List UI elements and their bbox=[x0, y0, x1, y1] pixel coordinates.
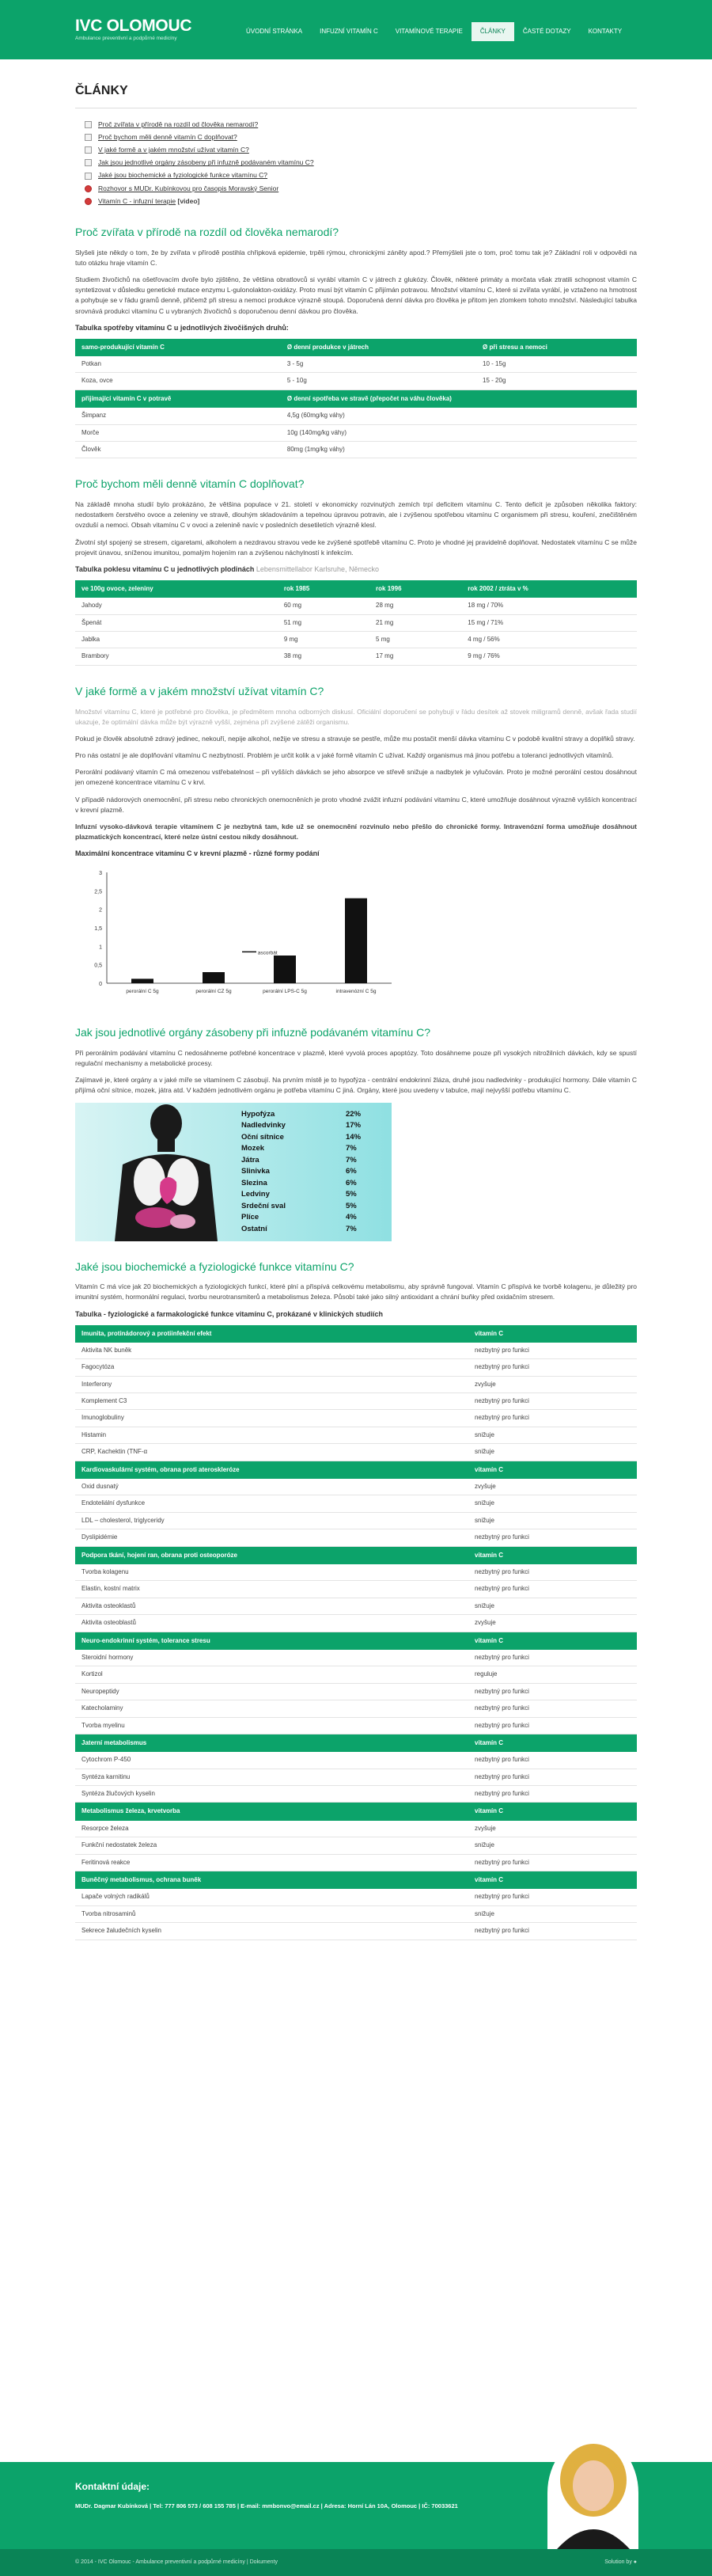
toc-link[interactable]: V jaké formě a v jakém množství užívat vitamín C? bbox=[98, 146, 249, 154]
table-row bbox=[75, 1359, 637, 1376]
table-cell: nezbytný pro funkci bbox=[468, 1393, 637, 1410]
table-cell: Lapače volných radikálů bbox=[75, 1889, 468, 1905]
group-header: Neuro-endokrinní systém, tolerance stresu bbox=[75, 1632, 468, 1650]
organ-label: Játra bbox=[241, 1155, 259, 1165]
table-cell: nezbytný pro funkci bbox=[468, 1786, 637, 1803]
table-row bbox=[75, 632, 637, 648]
table-cell: snižuje bbox=[468, 1444, 637, 1461]
organ-label: Nadledvinky bbox=[241, 1121, 286, 1130]
nav-faq[interactable]: ČASTÉ DOTAZY bbox=[522, 28, 571, 35]
table-cell: 15 mg / 71% bbox=[461, 614, 637, 631]
table-cell: snižuje bbox=[468, 1512, 637, 1529]
group-header: Buněčný metabolismus, ochrana buněk bbox=[75, 1871, 468, 1890]
table-cell: nezbytný pro funkci bbox=[468, 1410, 637, 1427]
site-logo[interactable]: IVC OLOMOUC bbox=[75, 17, 192, 35]
site-subtitle: Ambulance preventivní a podpůrné medicíny bbox=[75, 36, 177, 41]
table-cell: Tvorba nitrosaminů bbox=[75, 1905, 468, 1922]
table-row bbox=[75, 1444, 637, 1461]
table-row bbox=[75, 1479, 637, 1495]
paragraph: Pro nás ostatní je ale doplňování vitamínu C nezbytností. Problém je určit kolik a v jaké formě vitamín C užívat. Každý organismus má jinou potřebu a toleranci jednotlivých vitamínů. bbox=[75, 751, 614, 760]
copyright-bar bbox=[0, 2549, 712, 2576]
table-cell: 10 - 15g bbox=[476, 356, 637, 373]
table-cell: nezbytný pro funkci bbox=[468, 1717, 637, 1734]
chart-title: Maximální koncentrace vitamínu C v krevní plazmě - různé formy podání bbox=[75, 849, 320, 858]
table-cell: Feritinová reakce bbox=[75, 1854, 468, 1871]
footer-title: Kontaktní údaje: bbox=[75, 2481, 150, 2492]
table-cell: Člověk bbox=[75, 442, 281, 458]
chart-bar bbox=[274, 956, 296, 983]
table-cell: Imunoglobuliny bbox=[75, 1410, 468, 1427]
section-title: V jaké formě a v jakém množství užívat vitamín C? bbox=[75, 684, 324, 697]
table-cell: 18 mg / 70% bbox=[461, 598, 637, 614]
table-cell: nezbytný pro funkci bbox=[468, 1889, 637, 1905]
organ-label: Hypofýza bbox=[241, 1109, 275, 1119]
table-cell: zvyšuje bbox=[468, 1479, 637, 1495]
table-header: přijímající vitamín C v potravě bbox=[75, 389, 281, 408]
table-cell: 80mg (1mg/kg váhy) bbox=[281, 442, 637, 458]
page-title: ČLÁNKY bbox=[75, 84, 128, 97]
table-cell: Aktivita NK buněk bbox=[75, 1343, 468, 1359]
table-row bbox=[75, 1393, 637, 1410]
page-icon bbox=[85, 159, 92, 166]
table-row bbox=[75, 1495, 637, 1512]
table-cell: 4 mg / 56% bbox=[461, 632, 637, 648]
table-cell: snižuje bbox=[468, 1427, 637, 1443]
paragraph: Studiem živočichů na ošetřovacím dvoře bylo zjištěno, že většina obratlovců si vyrábí vitamín C v játrech z glukózy. Člověk, některé primáty a morčata však ztratili schopnost vitamín C syntetizovat v důsledku genetické mutace enzymu L-gulonolakton-oxidázy. Proto musí být vitamín C přijímán potravou. Množství vitamínu C, které si zvířata vyrábí, je vztaženo na hmotnost a pohybuje se v řádu gramů denně, přičemž při stresu a nemoci produkce výrazně stoupá. Doporučená denní dávka pro člověka je přitom jen zlomkem tohoto množství. Následující tabulka srovnává produkci vitamínu C u vybraných živočichů s doporučenou denní dávkou pro člověka. bbox=[75, 275, 637, 315]
table-cell: zvyšuje bbox=[468, 1376, 637, 1392]
table-caption bbox=[75, 564, 637, 576]
organ-percent: 5% bbox=[346, 1190, 357, 1199]
toc-item[interactable] bbox=[85, 170, 637, 180]
table-cell: nezbytný pro funkci bbox=[468, 1359, 637, 1376]
paragraph: Při perorálním podávání vitamínu C nedosáhneme potřebné koncentrace v plazmě, které vyvolá proces apoptózy. Toto dosáhneme pouze při vysokých nitrožilních dávkách, kdy se spustí regulační mechanismy a metabolické procesy. bbox=[75, 1048, 637, 1068]
credit-text[interactable]: Solution by ● bbox=[604, 2559, 637, 2565]
table-cell: Tvorba myelinu bbox=[75, 1717, 468, 1734]
table-cell: Funkční nedostatek železa bbox=[75, 1837, 468, 1854]
table-cell: Endoteliální dysfunkce bbox=[75, 1495, 468, 1512]
site-header bbox=[0, 0, 712, 59]
table-cell: nezbytný pro funkci bbox=[468, 1343, 637, 1359]
table-row bbox=[75, 1889, 637, 1905]
organ-percent: 22% bbox=[346, 1109, 362, 1119]
table-cell: Syntéza žlučových kyselin bbox=[75, 1786, 468, 1803]
table-header: Ø denní produkce v játrech bbox=[281, 339, 476, 356]
copyright-text: © 2014 - IVC Olomouc - Ambulance preventivní a podpůrné medicíny | Dokumenty bbox=[75, 2559, 278, 2565]
table-row bbox=[75, 442, 637, 458]
table-cell: 5 - 10g bbox=[281, 373, 476, 389]
table-cell: nezbytný pro funkci bbox=[468, 1529, 637, 1546]
nav-articles[interactable]: ČLÁNKY bbox=[472, 22, 514, 41]
table-cell: 17 mg bbox=[369, 648, 461, 665]
table-caption: Tabulka - fyziologické a farmakologické funkce vitamínu C, prokázané v klinických studiích bbox=[75, 1309, 383, 1318]
table-cell: Steroidní hormony bbox=[75, 1650, 468, 1666]
table-row bbox=[75, 356, 637, 373]
table-cell: Tvorba kolagenu bbox=[75, 1564, 468, 1581]
main-nav bbox=[237, 22, 631, 41]
toc-item[interactable] bbox=[85, 132, 637, 142]
table-cell: Cytochrom P-450 bbox=[75, 1752, 468, 1769]
y-tick-label: 2,5 bbox=[94, 889, 102, 895]
table-row bbox=[75, 1717, 637, 1734]
table-cell: 60 mg bbox=[278, 598, 369, 614]
table-row bbox=[75, 598, 637, 614]
table-row bbox=[75, 1343, 637, 1359]
toc-item[interactable] bbox=[85, 145, 637, 155]
y-tick-label: 0 bbox=[99, 982, 102, 988]
page-icon bbox=[85, 134, 92, 141]
table-cell: nezbytný pro funkci bbox=[468, 1581, 637, 1598]
toc-item[interactable] bbox=[85, 158, 637, 168]
table-header: samo-produkující vitamín C bbox=[75, 339, 281, 356]
table-row bbox=[75, 1564, 637, 1581]
table-cell: Oxid dusnatý bbox=[75, 1479, 468, 1495]
table-cell: 10g (140mg/kg váhy) bbox=[281, 424, 637, 441]
toc-link[interactable]: Jaké jsou biochemické a fyziologické funkce vitamínu C? bbox=[98, 171, 268, 180]
paragraph: Perorální podávaný vitamín C má omezenou vstřebatelnost – při vyšších dávkách se jeho absorpce ve střevě snižuje a nadbytek je vylučován. Proto je možné perorální cestou dosáhnout jen omezené koncentrace vitamínu C v krvi. bbox=[75, 768, 637, 787]
table-cell: Brambory bbox=[75, 648, 278, 665]
organ-label: Slinivka bbox=[241, 1167, 270, 1176]
section-title: Proč bychom měli denně vitamín C doplňovat? bbox=[75, 477, 305, 491]
section-title: Jak jsou jednotlivé orgány zásobeny při infuzně podávaném vitamínu C? bbox=[75, 1026, 431, 1039]
footer-contact[interactable]: MUDr. Dagmar Kubínková | Tel: 777 806 573 / 608 155 785 | E-mail: mmbonvo@email.cz | Adresa: Horní Lán 10A, Olomouc | IČ: 70033621 bbox=[75, 2502, 458, 2510]
table-cell: nezbytný pro funkci bbox=[468, 1650, 637, 1666]
table-row bbox=[75, 1905, 637, 1922]
table-cell: nezbytný pro funkci bbox=[468, 1683, 637, 1700]
group-header-col: vitamín C bbox=[468, 1461, 637, 1479]
group-header: Imunita, protinádorový a protiinfekční efekt bbox=[75, 1325, 468, 1343]
table-header: ve 100g ovoce, zeleniny bbox=[75, 580, 278, 598]
organ-label: Plíce bbox=[241, 1213, 259, 1222]
organ-percent: 6% bbox=[346, 1167, 357, 1176]
toc-link[interactable]: Proč bychom měli denně vitamín C doplňovat? bbox=[98, 132, 237, 141]
table-cell: Koza, ovce bbox=[75, 373, 281, 389]
video-tag: [video] bbox=[177, 196, 200, 205]
table-cell: nezbytný pro funkci bbox=[468, 1700, 637, 1717]
table-caption: Tabulka spotřeby vitamínu C u jednotlivých živočišných druhů: bbox=[75, 323, 289, 332]
table-header: Ø při stresu a nemoci bbox=[476, 339, 637, 356]
y-tick-label: 3 bbox=[99, 871, 102, 877]
organ-label: Ledviny bbox=[241, 1190, 270, 1199]
table-cell: 3 - 5g bbox=[281, 356, 476, 373]
paragraph: Zajímavé je, které orgány a v jaké míře se vitamínem C zásobují. Na prvním místě je to hypofýza - centrální endokrinní žláza, druhé jsou nadledvinky - produkující hormony. Dále vitamín C přijímá oční sítnice, mozek, játra atd. V každém jednotlivém orgánu je potřeba vitamínu C jiná. Orgány, které jsou uvedeny v tabulce, mají nejvyšší potřebu vitamínu C. bbox=[75, 1076, 637, 1095]
group-header-col: vitamín C bbox=[468, 1871, 637, 1890]
table-cell: snižuje bbox=[468, 1598, 637, 1614]
table-cell: Morče bbox=[75, 424, 281, 441]
table-cell: Aktivita osteoblastů bbox=[75, 1615, 468, 1632]
page-icon bbox=[85, 121, 92, 128]
table-cell: snižuje bbox=[468, 1837, 637, 1854]
section-title: Jaké jsou biochemické a fyziologické funkce vitamínu C? bbox=[75, 1260, 354, 1273]
table-row bbox=[75, 1615, 637, 1632]
x-tick-label: perorální LPS-C 5g bbox=[263, 989, 307, 995]
chart-bar bbox=[203, 972, 225, 983]
organ-percent: 17% bbox=[346, 1121, 362, 1130]
paragraph: Množství vitamínu C, které je potřebné pro člověka, je předmětem mnoha odborných diskusí. Oficiální doporučení se pohybují v řádu desítek až stovek miligramů denně, avšak řada studií ukazuje, že optimální dávka může být výrazně vyšší, zejména při zvýšené zátěži organismu. bbox=[75, 707, 637, 726]
group-header: Podpora tkání, hojení ran, obrana proti osteoporóze bbox=[75, 1546, 468, 1564]
table-row bbox=[75, 1923, 637, 1940]
table-row bbox=[75, 1376, 637, 1392]
group-header: Metabolismus železa, krvetvorba bbox=[75, 1803, 468, 1821]
group-header-col: vitamín C bbox=[468, 1734, 637, 1752]
table-cell: nezbytný pro funkci bbox=[468, 1769, 637, 1785]
table-cell: snižuje bbox=[468, 1495, 637, 1512]
organ-label: Srdeční sval bbox=[241, 1201, 286, 1210]
toc-item[interactable] bbox=[85, 184, 637, 194]
section-title: Proč zvířata v přírodě na rozdíl od člověka nemarodí? bbox=[75, 226, 339, 238]
y-tick-label: 1 bbox=[99, 944, 102, 951]
toc-item[interactable] bbox=[85, 120, 637, 130]
table-row bbox=[75, 1786, 637, 1803]
contact-footer bbox=[0, 2462, 712, 2549]
organ-percent: 7% bbox=[346, 1155, 357, 1165]
organ-label: Slezina bbox=[241, 1178, 267, 1187]
table-row bbox=[75, 1837, 637, 1854]
group-header-col: vitamín C bbox=[468, 1632, 637, 1650]
organ-percent: 6% bbox=[346, 1178, 357, 1187]
table-cell: Dyslipidémie bbox=[75, 1529, 468, 1546]
caption-text: Tabulka poklesu vitamínu C u jednotlivých plodinách bbox=[75, 564, 255, 573]
plasma-chart bbox=[75, 864, 407, 1007]
y-tick-label: 0,5 bbox=[94, 963, 102, 969]
table-cell: 28 mg bbox=[369, 598, 461, 614]
caption-source: Lebensmittellabor Karlsruhe, Německo bbox=[256, 564, 379, 573]
table-row bbox=[75, 1650, 637, 1666]
paragraph: V případě nádorových onemocnění, při stresu nebo chronických onemocněních je proto vhodné zvážit infuzní podávání vitamínu C, které umožňuje dosáhnout výrazně vyšších koncentrací v krevní plazmě. bbox=[75, 795, 637, 814]
table-cell: 9 mg / 76% bbox=[461, 648, 637, 665]
table-row bbox=[75, 1769, 637, 1785]
doctor-portrait bbox=[547, 2437, 638, 2549]
organ-percent: 4% bbox=[346, 1213, 357, 1222]
organ-percent: 14% bbox=[346, 1132, 362, 1142]
toc-link[interactable]: Jak jsou jednotlivé orgány zásobeny při infuzně podávaném vitamínu C? bbox=[98, 158, 314, 167]
chart-bar bbox=[131, 979, 153, 984]
table-cell: Špenát bbox=[75, 614, 278, 631]
table-cell: 5 mg bbox=[369, 632, 461, 648]
article-list bbox=[85, 120, 637, 207]
video-icon bbox=[85, 198, 92, 205]
table-row bbox=[75, 1581, 637, 1598]
table-cell: Resorpce železa bbox=[75, 1821, 468, 1837]
table-cell: Neuropeptidy bbox=[75, 1683, 468, 1700]
table-cell: Potkan bbox=[75, 356, 281, 373]
table-row bbox=[75, 408, 637, 424]
doctor-photo bbox=[547, 2437, 638, 2549]
group-header: Jaterní metabolismus bbox=[75, 1734, 468, 1752]
nav-therapies[interactable]: VITAMÍNOVÉ TERAPIE bbox=[395, 28, 463, 35]
table-row bbox=[75, 1854, 637, 1871]
table-cell: Elastin, kostní matrix bbox=[75, 1581, 468, 1598]
table-cell: Aktivita osteoklastů bbox=[75, 1598, 468, 1614]
y-tick-label: 1,5 bbox=[94, 926, 102, 933]
human-body-illustration bbox=[91, 1103, 241, 1241]
paragraph: Pokud je člověk absolutně zdravý jedinec, nekouří, nepije alkohol, nežije ve stresu a stravuje se pestře, může mu postačit menší dávka vitamínu C v podobě kvalitní stravy a doplňků stravy. bbox=[75, 734, 635, 743]
organ-label: Oční sítnice bbox=[241, 1132, 284, 1142]
paragraph: Slyšeli jste někdy o tom, že by zvířata v přírodě postihla chřipková epidemie, trpěli rýmou, chronickými záněty apod.? Přemýšleli jste o tom, proč tomu tak je? Základní roli v odpovědi na tuto otázku hraje vitamín C. bbox=[75, 248, 637, 267]
table-row bbox=[75, 1529, 637, 1546]
paragraph: Infuzní vysoko-dávková terapie vitamínem C je nezbytná tam, kde už se onemocnění rozvinulo nebo přešlo do chronické formy. Intravenózní forma umožňuje dosáhnout plazmatických koncentrací, které nelze ústní cestou nikdy dosáhnout. bbox=[75, 822, 637, 842]
group-header-col: vitamín C bbox=[468, 1803, 637, 1821]
table-cell: nezbytný pro funkci bbox=[468, 1854, 637, 1871]
table-cell: Katecholaminy bbox=[75, 1700, 468, 1717]
table-cell: Komplement C3 bbox=[75, 1393, 468, 1410]
x-tick-label: perorální C 5g bbox=[126, 989, 159, 995]
table-cell: 21 mg bbox=[369, 614, 461, 631]
nav-infusion[interactable]: INFUZNÍ VITAMÍN C bbox=[320, 28, 378, 35]
toc-item[interactable] bbox=[85, 196, 637, 207]
table-cell: CRP, Kachektin (TNF-α bbox=[75, 1444, 468, 1461]
table-cell: 9 mg bbox=[278, 632, 369, 648]
table-row bbox=[75, 1512, 637, 1529]
x-tick-label: intravenózní C 5g bbox=[335, 989, 377, 995]
table-row bbox=[75, 1598, 637, 1614]
page-icon bbox=[85, 146, 92, 154]
table-cell: Šimpanz bbox=[75, 408, 281, 424]
organ-percent: 7% bbox=[346, 1144, 357, 1153]
paragraph: Vitamín C má více jak 20 biochemických a fyziologických funkcí, které plní a přispívá celkovému metabolismu, aby správně fungoval. Vitamín C přispívá ke tvorbě kolagenu, je důležitý pro imunitní systém, hormonální regulaci, tvorbu neurotransmiterů a metabolismus železa. Působí také jako silný antioxidant a chrání buňky před oxidačním stresem. bbox=[75, 1282, 637, 1301]
table-row bbox=[75, 648, 637, 665]
paragraph: Na základě mnoha studií bylo prokázáno, že většina populace v 21. století v ekonomicky rozvinutých zemích trpí deficitem vitamínu C. Tento deficit je způsoben několika faktory: nedostatkem čerstvého ovoce a zeleniny ve stravě, dlouhým skladováním a tepelnou úpravou potravin, ale i zvýšenou spotřebou vitamínu C organismem při stresu, kouření, znečištěném ovzduší a nemoci. Obsah vitamínu C v ovoci a zelenině navíc v posledních desetiletích výrazně klesl. bbox=[75, 500, 637, 530]
toc-link[interactable]: Proč zvířata v přírodě na rozdíl od člověka nemarodí? bbox=[98, 120, 259, 128]
table-row bbox=[75, 614, 637, 631]
table-header: rok 1985 bbox=[278, 580, 369, 598]
table-cell: Kortizol bbox=[75, 1666, 468, 1683]
table-cell: Interferony bbox=[75, 1376, 468, 1392]
chart-bar bbox=[345, 899, 367, 983]
table-cell: Fagocytóza bbox=[75, 1359, 468, 1376]
table-cell: Jahody bbox=[75, 598, 278, 614]
organ-percent: 5% bbox=[346, 1201, 357, 1210]
y-tick-label: 2 bbox=[99, 907, 102, 914]
table-row bbox=[75, 424, 637, 441]
table-cell: reguluje bbox=[468, 1666, 637, 1683]
table-cell: Histamin bbox=[75, 1427, 468, 1443]
table-row bbox=[75, 373, 637, 389]
functions-table bbox=[75, 1325, 637, 1940]
table-cell: Syntéza karnitinu bbox=[75, 1769, 468, 1785]
table-row bbox=[75, 1666, 637, 1683]
table-cell: nezbytný pro funkci bbox=[468, 1752, 637, 1769]
legend-label: ascorbát bbox=[257, 950, 278, 956]
table-cell: LDL – cholesterol, triglyceridy bbox=[75, 1512, 468, 1529]
nav-home[interactable]: ÚVODNÍ STRÁNKA bbox=[246, 28, 303, 35]
pdf-icon bbox=[85, 185, 92, 192]
table-cell: 38 mg bbox=[278, 648, 369, 665]
paragraph: Životní styl spojený se stresem, cigaretami, alkoholem a nezdravou stravou vede ke zvýšené spotřebě vitamínu C. Proto je vhodné jej pravidelně doplňovat. Nedostatek vitamínu C se může projevit únavou, sníženou imunitou, pomalým hojením ran a zvýšenou náchylností k infekcím. bbox=[75, 538, 637, 557]
group-header-col: vitamín C bbox=[468, 1546, 637, 1564]
page-icon bbox=[85, 173, 92, 180]
organ-percent: 7% bbox=[346, 1224, 357, 1233]
group-header: Kardiovaskulární systém, obrana proti ateroskleróze bbox=[75, 1461, 468, 1479]
group-header-col: vitamín C bbox=[468, 1325, 637, 1343]
table-cell: 15 - 20g bbox=[476, 373, 637, 389]
toc-link[interactable]: Rozhovor s MUDr. Kubínkovou pro časopis Moravský Senior bbox=[98, 184, 279, 192]
table-row bbox=[75, 1821, 637, 1837]
table-row bbox=[75, 1752, 637, 1769]
table-cell: 51 mg bbox=[278, 614, 369, 631]
table-header: Ø denní spotřeba ve stravě (přepočet na váhu člověka) bbox=[281, 389, 637, 408]
organ-distribution-figure bbox=[75, 1103, 392, 1241]
table-header: rok 2002 / ztráta v % bbox=[461, 580, 637, 598]
table-row bbox=[75, 1427, 637, 1443]
animal-production-table bbox=[75, 339, 637, 459]
table-cell: zvyšuje bbox=[468, 1821, 637, 1837]
table-cell: snižuje bbox=[468, 1905, 637, 1922]
table-header: rok 1996 bbox=[369, 580, 461, 598]
x-tick-label: perorální CZ 5g bbox=[195, 989, 232, 995]
table-cell: Sekrece žaludečních kyselin bbox=[75, 1923, 468, 1940]
chart-svg bbox=[75, 864, 407, 1007]
organ-label: Mozek bbox=[241, 1144, 265, 1153]
table-cell: Jablka bbox=[75, 632, 278, 648]
toc-link[interactable]: Vitamín C - infuzní terapie bbox=[98, 196, 176, 205]
main-content bbox=[75, 59, 637, 1947]
table-row bbox=[75, 1683, 637, 1700]
table-cell: nezbytný pro funkci bbox=[468, 1564, 637, 1581]
table-row bbox=[75, 1410, 637, 1427]
table-cell: zvyšuje bbox=[468, 1615, 637, 1632]
crop-decline-table bbox=[75, 580, 637, 666]
table-cell: 4,5g (60mg/kg váhy) bbox=[281, 408, 637, 424]
organ-label: Ostatní bbox=[241, 1224, 267, 1233]
nav-contacts[interactable]: KONTAKTY bbox=[588, 28, 623, 35]
table-row bbox=[75, 1700, 637, 1717]
table-cell: nezbytný pro funkci bbox=[468, 1923, 637, 1940]
